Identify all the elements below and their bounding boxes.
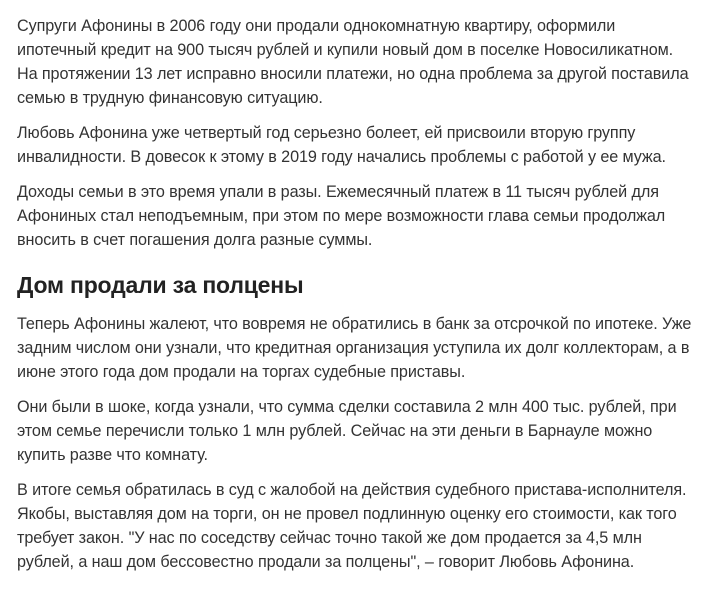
paragraph-court-complaint: В итоге семья обратилась в суд с жалобой на действия судебного пристава-исполнителя. Якобы, выставляя дом на торги, он не провел подлинную оценку его стоимости, как того требует закон. "У нас по соседству сейчас точно такой же дом продается за 4,5 млн рублей, а наш дом бессовестно продали за полцены", – говорит Любовь Афонина. [17, 481, 687, 571]
paragraph-income-drop: Доходы семьи в это время упали в разы. Ежемесячный платеж в 11 тысяч рублей для Афониных стал неподъемным, при этом по мере возможности глава семьи продолжал вносить в счет погашения долга разные суммы. [17, 183, 666, 249]
paragraph-illness: Любовь Афонина уже четвертый год серьезно болеет, ей присвоили вторую группу инвалидности. В довесок к этому в 2019 году начались проблемы с работой у ее мужа. [17, 124, 666, 166]
paragraph-collectors: Теперь Афонины жалеют, что вовремя не обратились в банк за отсрочкой по ипотеке. Уже задним числом они узнали, что кредитная организация уступила их долг коллекторам, а в июне этого года дом продали на торгах судебные приставы. [17, 315, 692, 381]
paragraph-sale-and-mortgage: Супруги Афонины в 2006 году они продали однокомнатную квартиру, оформили ипотечный кредит на 900 тысяч рублей и купили новый дом в поселке Новосиликатном. На протяжении 13 лет исправно вносили платежи, но одна проблема за другой поставила семью в трудную финансовую ситуацию. [17, 17, 689, 107]
section-heading: Дом продали за полцены [17, 272, 304, 298]
article-body [17, 0, 693, 585]
paragraph-deal-amount: Они были в шоке, когда узнали, что сумма сделки составила 2 млн 400 тыс. рублей, при этом семье перечисли только 1 млн рублей. Сейчас на эти деньги в Барнауле можно купить разве что комнату. [17, 398, 677, 464]
